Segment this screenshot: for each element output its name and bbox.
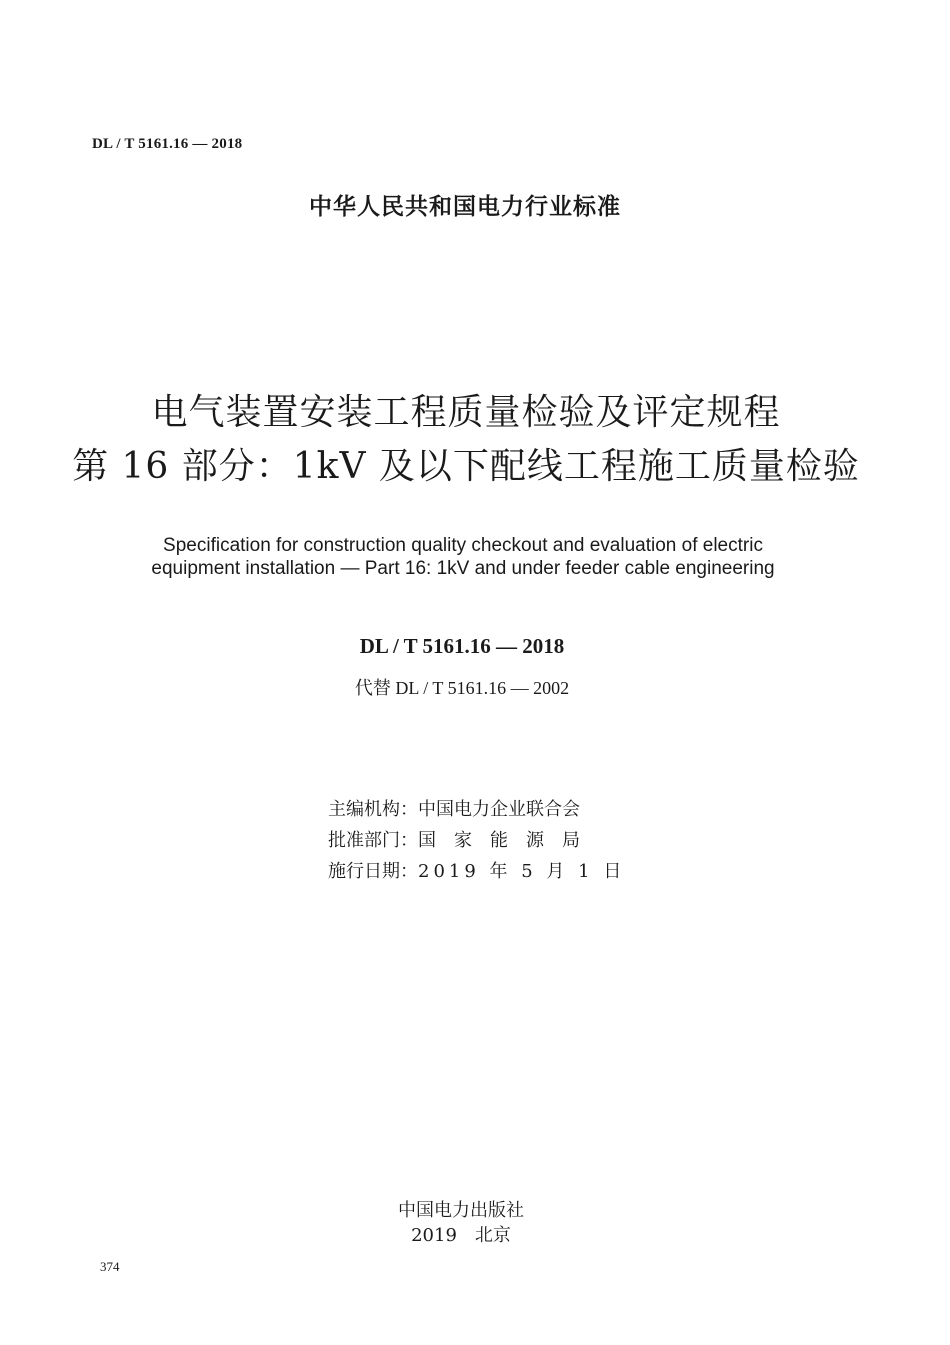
document-code: DL / T 5161.16 — 2018: [92, 136, 243, 152]
page-number: 374: [100, 1259, 120, 1274]
publisher-block: [0, 1198, 922, 1248]
publication-metadata: [328, 794, 625, 887]
standard-code: DL / T 5161.16 — 2018: [359, 634, 565, 658]
publisher-name: 中国电力出版社: [398, 1200, 524, 1221]
english-title-line-2: equipment installation — Part 16: 1kV and under feeder cable engineering: [151, 558, 775, 579]
effective-date-value: 2019 年 5 月 1 日: [418, 861, 626, 882]
main-title-line-2: 第 16 部分：1kV 及以下配线工程施工质量检验: [72, 446, 860, 487]
english-title: [0, 534, 926, 580]
publisher-year-city: 2019 北京: [411, 1225, 511, 1246]
approver-label: 批准部门：: [328, 830, 418, 851]
effective-date-label: 施行日期：: [328, 861, 418, 882]
main-title-line-1: 电气装置安装工程质量检验及评定规程: [151, 392, 781, 433]
industry-standard-heading: 中华人民共和国电力行业标准: [309, 194, 621, 220]
editor-row: [328, 794, 625, 825]
approver-value: 国家能源局: [418, 830, 598, 851]
editor-label: 主编机构：: [328, 799, 418, 820]
editor-value: 中国电力企业联合会: [418, 799, 580, 820]
replaces-standard: 代替 DL / T 5161.16 — 2002: [354, 678, 570, 698]
effective-date-row: [328, 856, 625, 887]
approver-row: [328, 825, 625, 856]
english-title-line-1: Specification for construction quality checkout and evaluation of electric: [163, 535, 763, 556]
